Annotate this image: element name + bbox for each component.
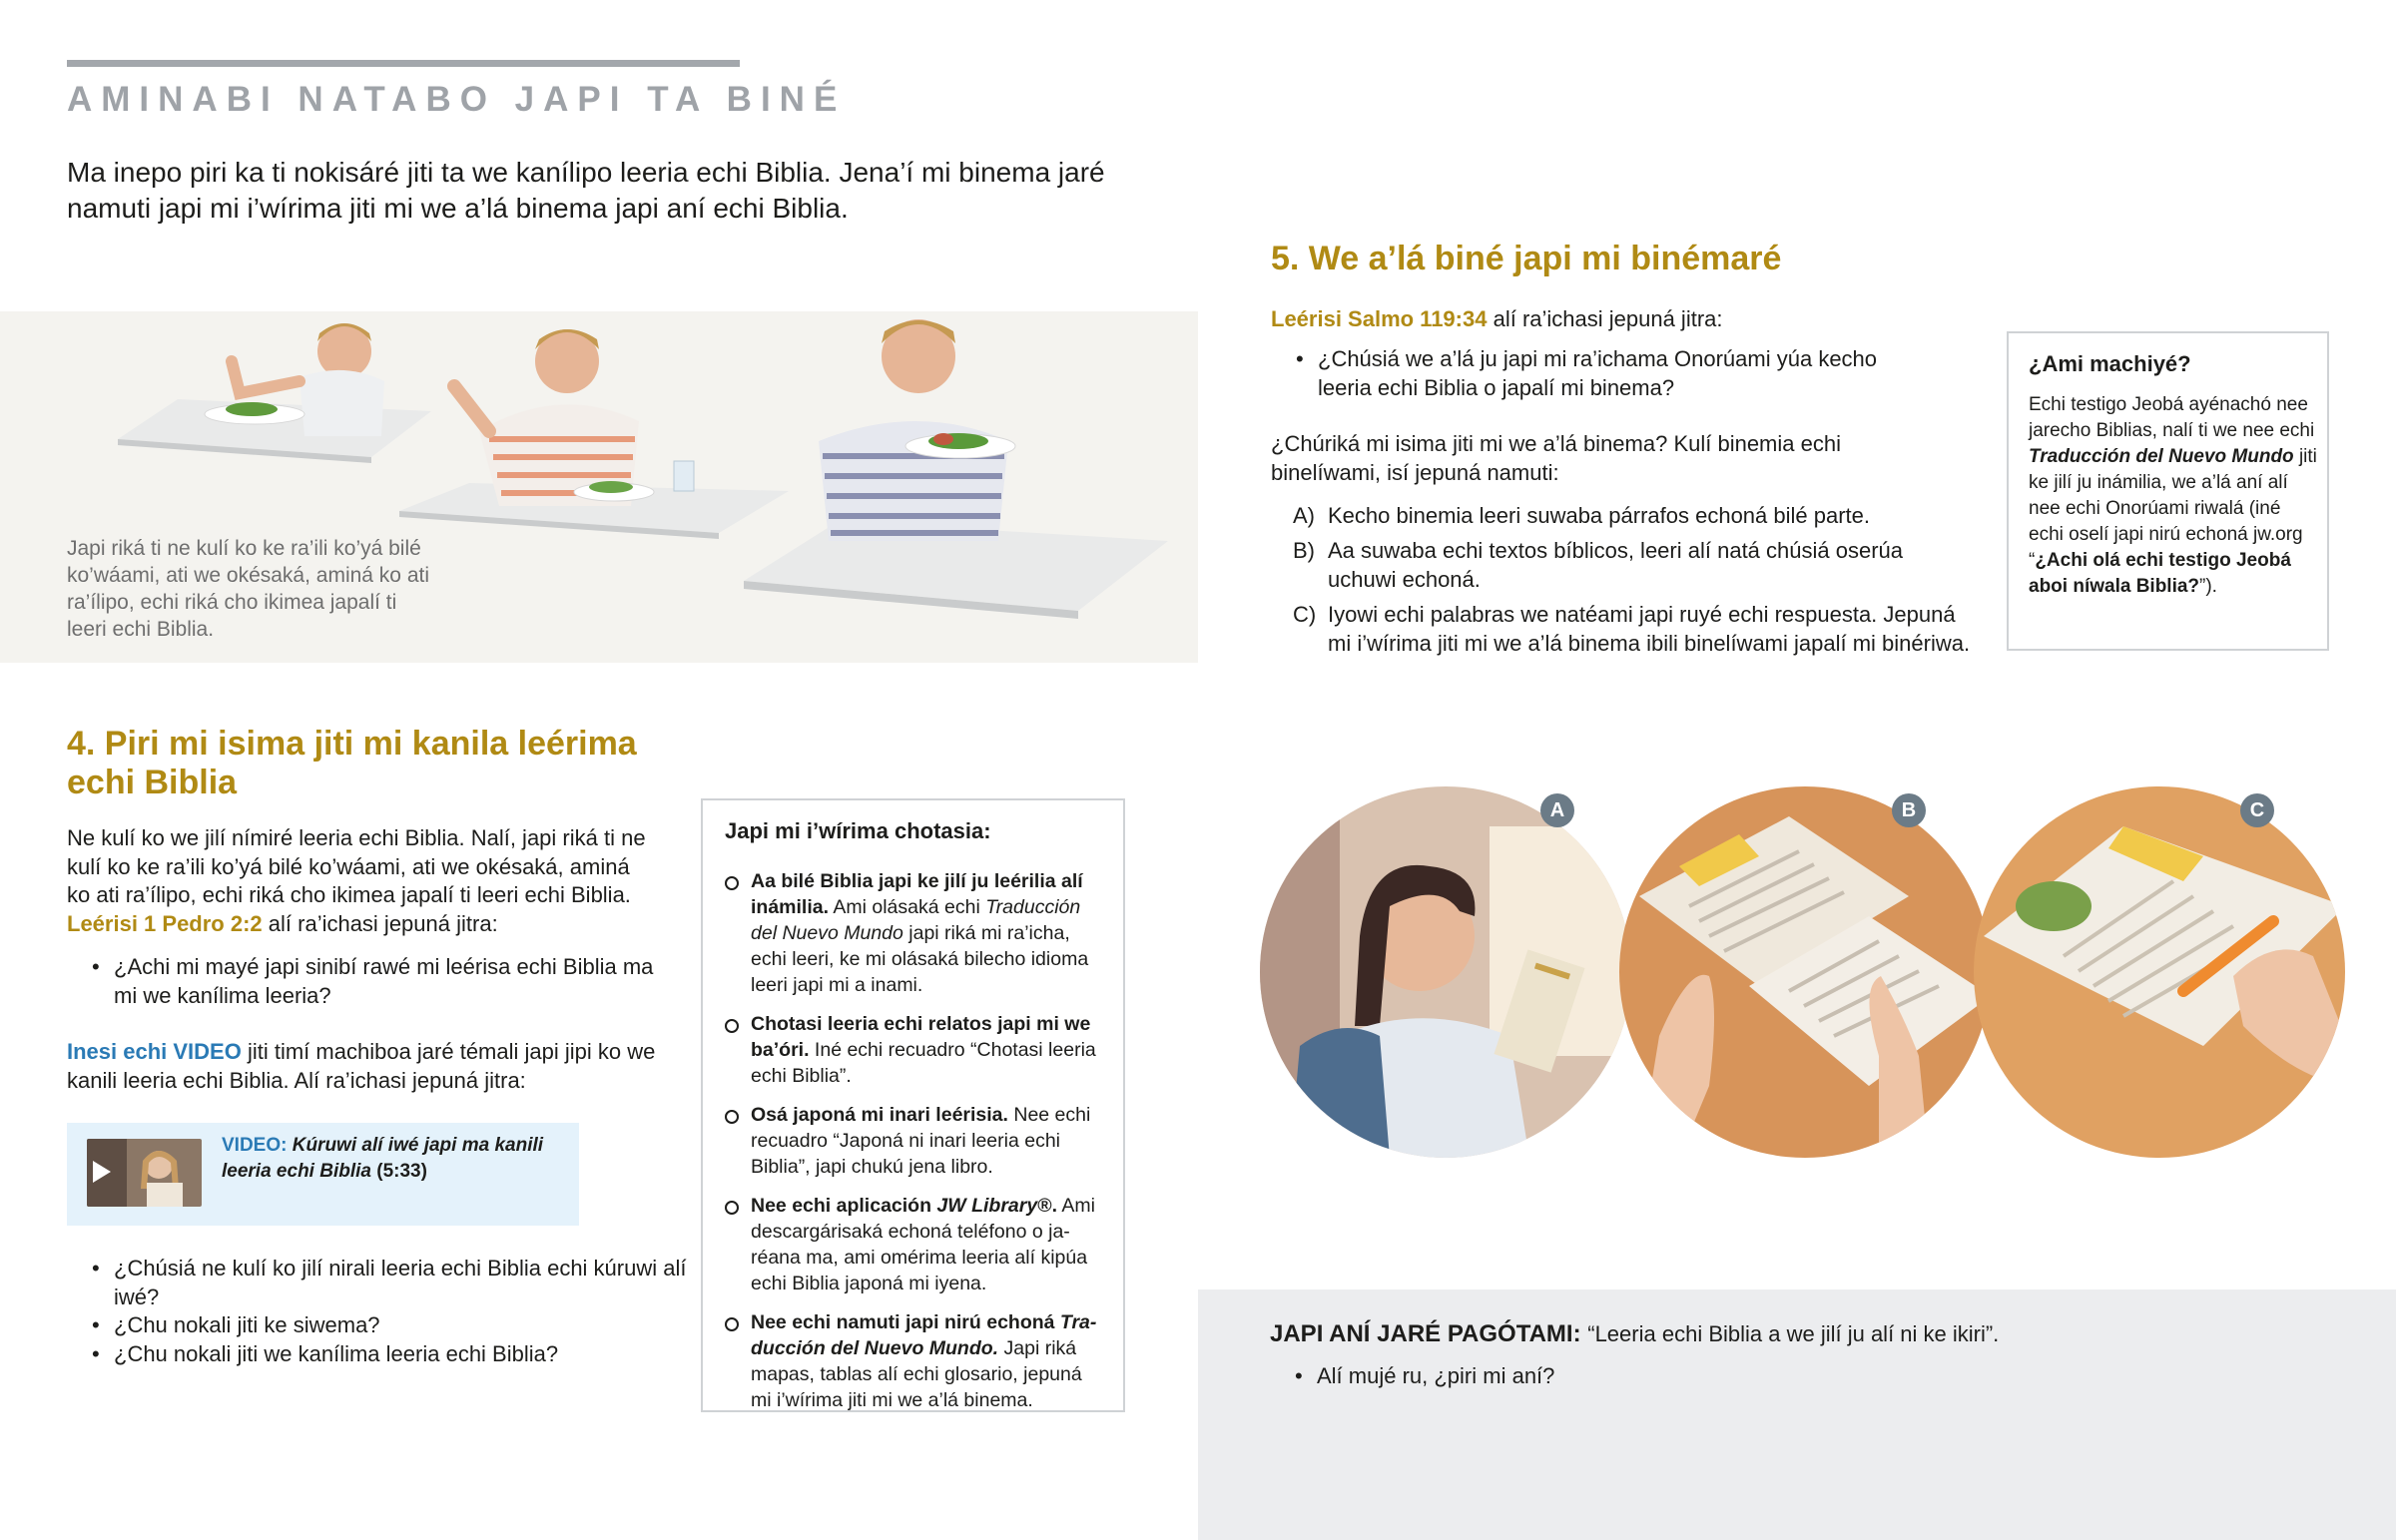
list-item: • ¿Chu nokali jiti we kanílima leeria echi Biblia? [67,1340,706,1369]
some-people-say-quote: “Leeria echi Biblia a we jilí ju alí ni ke ikiri”. [1587,1321,2000,1346]
section-5-options [1293,501,1972,664]
list-item: • ¿Achi mi mayé japi sinibí rawé mi leérisa echi Biblia ma mi we kanílima leeria? [67,953,666,1010]
video-instruction-text: jiti timí machiboa jaré témali japi jipi ko we kanili leeria echi Biblia. Alí ra’ichasi jepuná jitra: [67,1039,656,1093]
video-duration: (5:33) [376,1161,427,1182]
tips-title: Japi mi i’wírima chotasia: [725,818,991,843]
some-people-say-label: JAPI ANÍ JARÉ PAGÓTAMI: [1270,1320,1581,1347]
open-book-hands-image [1619,786,1991,1158]
girl-reading-image [1260,786,1631,1158]
list-item: Osá japoná mi inari leérisia. Nee echi recuadro “Japoná ni inari leeria echi Biblia”, japi chukú jena libro. [725,1102,1104,1180]
page-title: AMINABI NATABO JAPI TA BINÉ [67,80,847,119]
section-5-question-list [1271,345,1890,402]
section-5-title: 5. We a’lá biné japi mi binémaré [1271,240,1782,277]
book-highlighting-image [1974,786,2345,1158]
list-item: • Alí mujé ru, ¿piri mi aní? [1270,1362,1969,1391]
did-you-know-box [2007,331,2329,651]
section-4-body [67,824,646,938]
read-suffix: alí ra’ichasi jepuná jitra: [268,910,498,936]
option-a: A) Kecho binemia leeri suwaba párrafos echoná bilé parte. [1293,503,1870,528]
some-people-say-question-list [1270,1362,1969,1391]
header-rule [67,60,740,67]
video-card[interactable] [67,1123,579,1226]
section-5-paragraph: ¿Chúriká mi isima jiti mi we a’lá binema? Kulí binemia echi binelíwami, isí jepuná namuti: [1271,431,1841,485]
did-you-know-text: Echi testigo Jeobá ayénachó nee jarecho Biblias, nalí ti we nee echi Traducción del Nuevo Mundo jiti ke jilí ju inámilia, we a’lá aní alí nee echi Onorúami riwalá (iné echi oselí japi nirú echoná jw.org “¿Achi olá echi testigo Jeobá aboi níwala Biblia?”). [2029,394,2317,597]
tips-list [725,868,1104,1426]
option-b: B) Aa suwaba echi textos bíblicos, leeri alí natá chúsiá oserúa uchuwi echoná. [1293,538,1903,592]
list-item: Chotasi leeria echi relatos japi mi we ba’óri. Iné echi recuadro “Chotasi leeria echi Biblia”. [725,1011,1104,1089]
some-people-say-text [1270,1319,2368,1349]
section-4-question-list [67,953,666,1010]
some-people-say-panel [1198,1289,2396,1540]
video-instruction [67,1038,666,1095]
read-1-pedro-link[interactable]: Leérisi 1 Pedro 2:2 [67,910,263,936]
option-c: C) Iyowi echi palabras we natéami japi ruyé echi respuesta. Jepuná mi i’wírima jiti mi we a’lá binema ibili binelíwami japalí mi binériwa. [1293,602,1971,656]
section-4-title: 4. Piri mi isima jiti mi kanila leérima echi Biblia [67,725,637,801]
did-you-know-title: ¿Ami machiyé? [2029,351,2191,376]
badge-b: B [1892,793,1926,827]
tips-box [701,798,1125,1412]
badge-c: C [2240,793,2274,827]
section-4-body-text: Ne kulí ko we jilí nímiré leeria echi Biblia. Nalí, japi riká ti ne kulí ko ke ra’ili ko’yá bilé ko’wáami, ati we okésaká, aminá ko ati ra’ílipo, echi riká cho ikimea japalí ti leeri echi Biblia. [67,825,646,907]
list-item: • ¿Chu nokali jiti ke siwema? [67,1311,706,1340]
video-caption[interactable] [222,1133,561,1185]
video-label: VIDEO: [222,1135,288,1156]
badge-a: A [1540,793,1574,827]
intro-text: Ma inepo piri ka ti nokisáré jiti ta we kanílipo leeria echi Biblia. Jena’í mi binema jaré namuti japi mi i’wírima jiti mi we a’lá binema japi aní echi Biblia. [67,157,1105,224]
video-thumbnail[interactable] [87,1139,202,1207]
list-item: Nee echi aplicación JW Library®. Ami descargárisaká echoná teléfono o jaréana ma, ami omérima leeria alí kipúa echi Biblia japoná mi iyena. [725,1193,1104,1296]
video-question-list [67,1255,706,1368]
read-suffix: alí ra’ichasi jepuná jitra: [1493,306,1723,331]
list-item: Nee echi namuti japi nirú echoná Traducción del Nuevo Mundo. Japi riká mapas, tablas alí echi glosario, jepuná mi i’wírima jiti mi we a’lá binema. [725,1309,1104,1413]
list-item: Aa bilé Biblia japi ke jilí ju leérilia alí inámilia. Ami olásaká echi Traducción del Nuevo Mundo japi riká mi ra’icha, echi leeri, ke mi olásaká bilecho idioma leeri japi mi a inami. [725,868,1104,998]
list-item: • ¿Chúsiá ne kulí ko jilí nirali leeria echi Biblia echi kúruwi alí iwé? [67,1255,706,1311]
video-title: Kúruwi alí iwé japi ma kanili leeria echi Biblia [222,1135,544,1182]
section-5-read-line [1271,304,2030,333]
video-link[interactable]: Inesi echi VIDEO [67,1039,242,1064]
illustration-caption: Japi riká ti ne kulí ko ke ra’ili ko’yá bilé ko’wáami, ati we okésaká, aminá ko ati ra’ílipo, echi riká cho ikimea japalí ti leeri echi Biblia. [67,537,429,641]
read-salmo-link[interactable]: Leérisi Salmo 119:34 [1271,306,1488,331]
list-item: • ¿Chúsiá we a’lá ju japi mi ra’ichama Onorúami yúa kecho leeria echi Biblia o japalí mi binema? [1271,345,1890,402]
